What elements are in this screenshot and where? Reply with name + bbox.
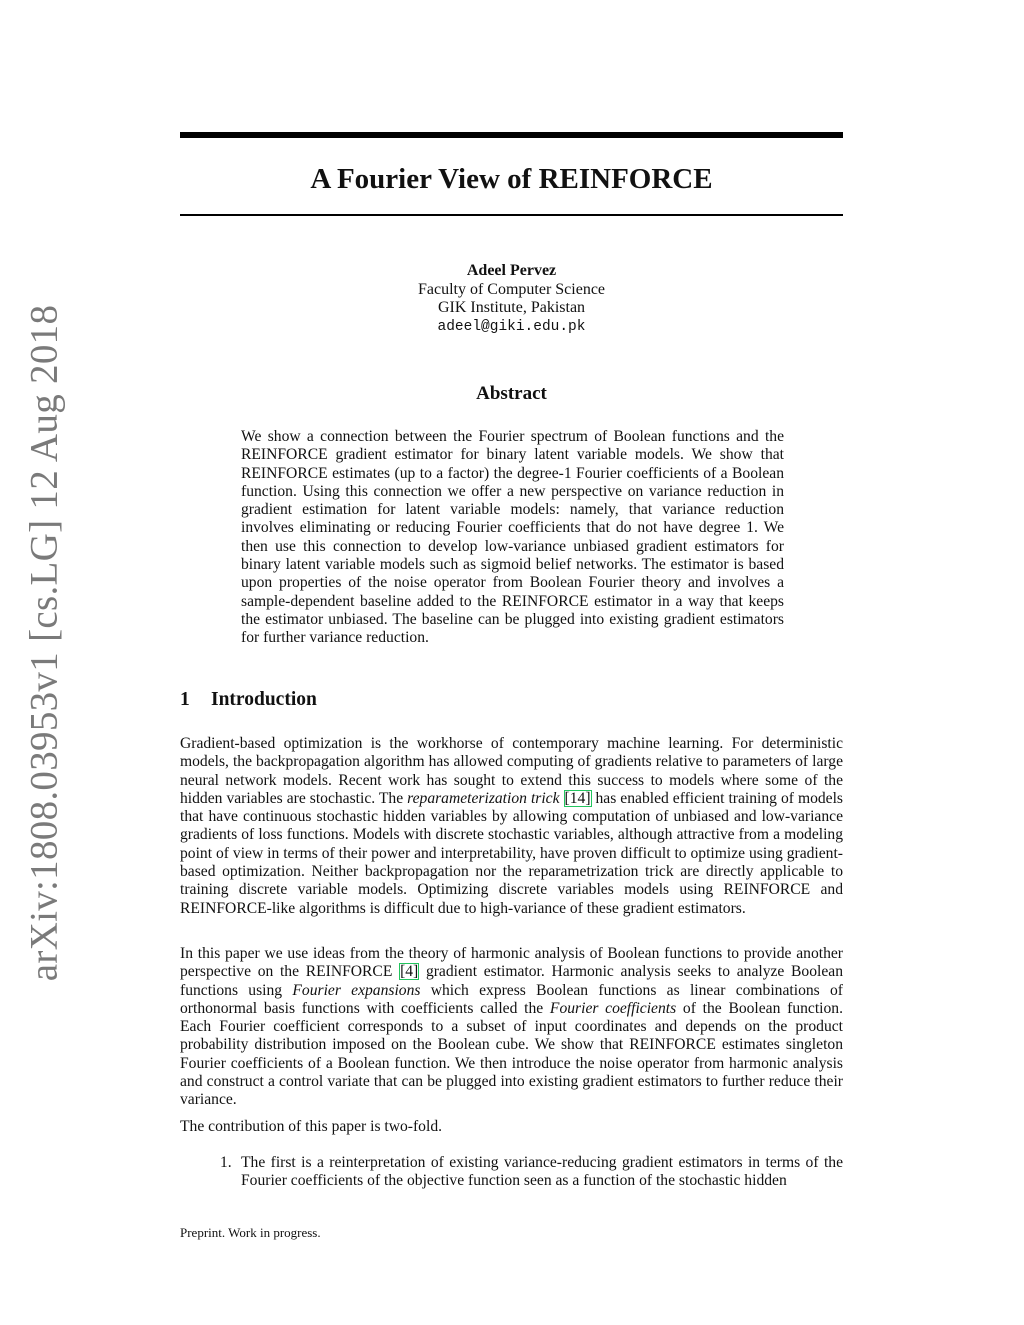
abstract-text: We show a connection between the Fourier spectrum of Boolean functions and the REINFORCE gradient estimator for binary latent variable models. We show that REINFORCE estimates (up to a factor) the degree-1 Fourier coefficients of a Boolean function. Using this connection we offer a new perspective on variance reduction in gradient estimation for latent variable models: namely, that variance reduction involves eliminating or reducing Fourier coefficients that do not have degree 1. We then use this connection to develop low-variance unbiased gradient estimators for binary latent variable models such as sigmoid belief networks. The estimator is based upon properties of the noise operator from Boolean Fourier theory and involves a sample-dependent baseline added to the REINFORCE estimator in a way that keeps the estimator unbiased. The baseline can be plugged into existing gradient estimators for further variance reduction.	[241, 428, 784, 647]
text-run: In this paper we use ideas from the theory of harmonic analysis of Boolean functions to provide another perspective on the REINFORCE	[180, 945, 843, 981]
emphasis-reparameterization-trick: reparameterization trick	[407, 789, 560, 807]
section-title: Introduction	[211, 689, 317, 710]
intro-paragraph-2	[180, 945, 843, 1110]
intro-paragraph-3: The contribution of this paper is two-fold.	[180, 1118, 443, 1135]
emphasis-fourier-expansions: Fourier expansions	[292, 981, 421, 999]
list-item	[180, 1154, 843, 1191]
author-institute: GIK Institute, Pakistan	[437, 299, 586, 316]
arxiv-identifier: arXiv:1808.03953v1 [cs.LG] 12 Aug 2018	[22, 304, 66, 982]
citation-link-14[interactable]: [14]	[564, 789, 591, 807]
text-run: of the Boolean function. Each Fourier coefficient corresponds to a subset of input coordinates and depends on the product probability distribution imposed on the Boolean cube. We show that REINFORCE estimates singleton Fourier coefficients of a Boolean function. We then introduce the noise operator from harmonic analysis and construct a control variate that can be plugged into existing gradient estimators to further reduce their variance.	[180, 999, 844, 1109]
author-block	[180, 262, 843, 336]
text-run: which express Boolean functions as linear combinations of orthonormal basis functions with coefficients called the	[180, 981, 843, 1017]
title-bottom-rule	[180, 214, 843, 216]
author-affiliation: Faculty of Computer Science	[417, 280, 606, 298]
paper-title: A Fourier View of REINFORCE	[310, 163, 713, 195]
title-top-rule	[180, 132, 843, 138]
author-email[interactable]: adeel@giki.edu.pk	[437, 318, 586, 335]
emphasis-fourier-coefficients: Fourier coefficients	[549, 999, 677, 1017]
author-name: Adeel Pervez	[466, 262, 557, 279]
section-number: 1	[180, 689, 190, 710]
contribution-list	[180, 1154, 843, 1191]
list-item-text: The first is a reinterpretation of existing variance-reducing gradient estimators in terms of the Fourier coefficients of the objective function seen as a function of the stochastic hidden	[241, 1154, 843, 1190]
intro-paragraph-1	[180, 735, 843, 918]
footer-note: Preprint. Work in progress.	[180, 1225, 321, 1240]
list-marker: 1.	[220, 1154, 232, 1171]
text-run: Gradient-based optimization is the workhorse of contemporary machine learning. For deterministic models, the backpropagation algorithm has allowed computing of gradients relative to parameters of large neural network models. Recent work has sought to extend this success to models where some of the hidden variables are stochastic. The	[180, 735, 843, 807]
text-run: has enabled efficient training of models that have continuous stochastic hidden variables by allowing computation of unbiased and low-variance gradients of loss functions. Models with discrete stochastic variables, although attractive from a modeling point of view in terms of their power and interpretability, have proven difficult to optimize using gradient-based optimization. Neither backpropagation nor the reparametrization trick are directly applicable to training discrete variable models. Optimizing discrete variables models using REINFORCE and REINFORCE-like algorithms is difficult due to high-variance of these gradient estimators.	[180, 789, 843, 917]
abstract-heading: Abstract	[476, 383, 547, 404]
section-heading-introduction	[180, 689, 317, 711]
citation-link-4[interactable]: [4]	[400, 963, 419, 981]
text-run: gradient estimator. Harmonic analysis seeks to analyze Boolean functions using	[180, 963, 844, 999]
